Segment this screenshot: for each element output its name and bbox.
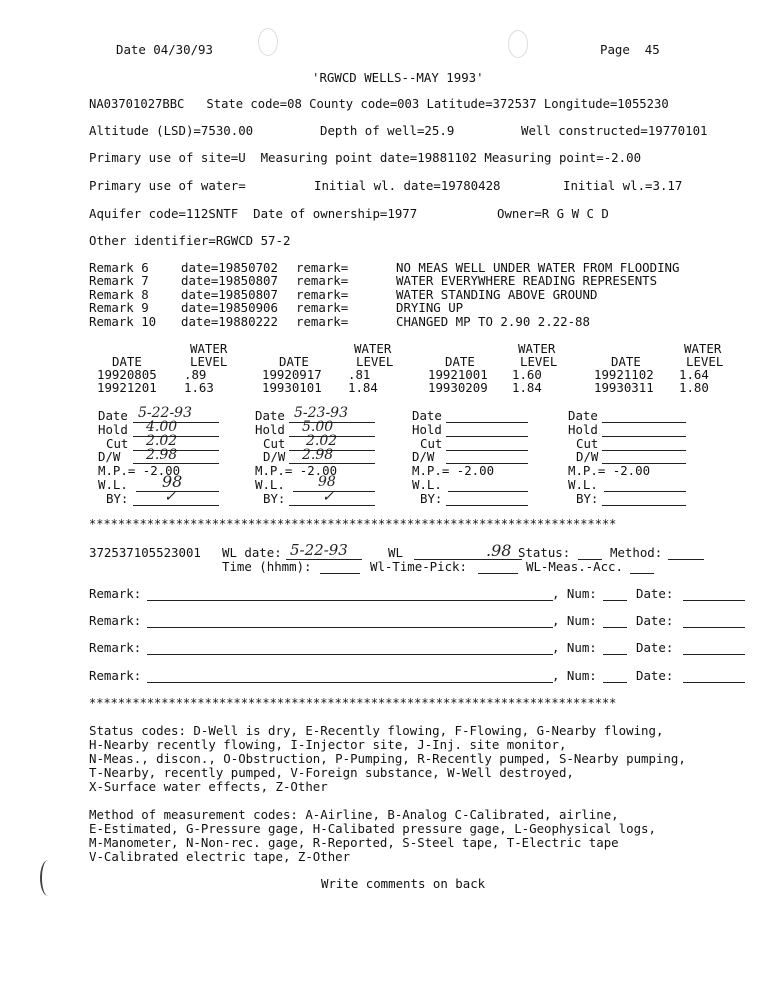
punch-hole-left <box>258 28 278 56</box>
field-cut-label: Cut <box>263 436 286 451</box>
field-hold-line[interactable] <box>602 436 686 437</box>
field-by-handwritten: ✓ <box>322 489 334 505</box>
method-codes-line: V-Calibrated electric tape, Z-Other <box>89 849 351 864</box>
primary-use-water: Primary use of water= <box>89 178 246 193</box>
header-water: WATER <box>518 341 556 356</box>
remark-form-label: Remark: <box>89 613 142 628</box>
level-value: .89 <box>184 367 207 382</box>
header-level: LEVEL <box>356 354 394 369</box>
remark-date: date=19880222 <box>181 314 278 329</box>
remark-tag: remark= <box>296 314 349 329</box>
separator-line: ************************************************************************* <box>89 696 617 710</box>
header-level: LEVEL <box>520 354 558 369</box>
remark-form-field[interactable] <box>147 627 553 628</box>
remark-form-num-field[interactable] <box>603 654 627 655</box>
field-hold-label: Hold <box>255 422 285 437</box>
report-date: Date 04/30/93 <box>116 42 213 57</box>
remark-form-num-field[interactable] <box>603 682 627 683</box>
field-dw-label: D/W <box>98 449 121 464</box>
remark-date: date=19850702 <box>181 260 278 275</box>
remark-form-label: Remark: <box>89 668 142 683</box>
remark-text: WATER EVERYWHERE READING REPRESENTS <box>396 273 658 288</box>
level-date: 19930101 <box>262 380 322 395</box>
header-date: DATE <box>112 354 142 369</box>
level-value: 1.84 <box>512 380 542 395</box>
field-cut-line[interactable] <box>446 450 528 451</box>
field-cut-line[interactable] <box>602 450 686 451</box>
field-date-line[interactable] <box>446 422 528 423</box>
header-water: WATER <box>190 341 228 356</box>
field-wl-line[interactable] <box>293 491 375 492</box>
separator-line: ************************************************************************* <box>89 517 617 531</box>
field-by-line[interactable] <box>133 505 219 506</box>
wl-date-label: WL date: <box>222 545 282 560</box>
field-wl-label: W.L. <box>412 477 442 492</box>
method-codes-line: M-Manometer, N-Non-rec. gage, R-Reported, S-Steel tape, T-Electric tape <box>89 835 619 850</box>
remark-date: date=19850807 <box>181 287 278 302</box>
level-date: 19920805 <box>97 367 157 382</box>
field-wl-handwritten: 98 <box>162 472 183 491</box>
remark-text: NO MEAS WELL UNDER WATER FROM FLOODING <box>396 260 680 275</box>
status-codes-line: Status codes: D-Well is dry, E-Recently flowing, F-Flowing, G-Nearby flowing, <box>89 723 664 738</box>
remark-form-date-field[interactable] <box>683 654 745 655</box>
other-identifier: Other identifier=RGWCD 57-2 <box>89 233 291 248</box>
field-hold-handwritten: 4.00 <box>146 419 178 435</box>
header-date: DATE <box>445 354 475 369</box>
punch-hole-right <box>508 30 528 58</box>
remark-text: DRYING UP <box>396 300 464 315</box>
remark-form-date-field[interactable] <box>683 600 745 601</box>
field-date-line[interactable] <box>602 422 686 423</box>
remark-id: Remark 9 <box>89 300 149 315</box>
wl-date-handwritten: 5-22-93 <box>290 541 348 559</box>
wl-meas-acc-field[interactable] <box>630 573 654 574</box>
well-constructed: Well constructed=19770101 <box>521 123 708 138</box>
field-dw-label: D/W <box>263 449 286 464</box>
level-date: 19930311 <box>594 380 654 395</box>
status-codes-line: T-Nearby, recently pumped, V-Foreign substance, W-Well destroyed, <box>89 765 574 780</box>
header-date: DATE <box>611 354 641 369</box>
status-codes-line: X-Surface water effects, Z-Other <box>89 779 328 794</box>
field-by-label: BY: <box>420 491 443 506</box>
header-date: DATE <box>279 354 309 369</box>
remark-form-date-field[interactable] <box>683 682 745 683</box>
remark-id: Remark 7 <box>89 273 149 288</box>
remark-form-field[interactable] <box>147 654 553 655</box>
remark-form-label: Remark: <box>89 640 142 655</box>
field-date-label: Date <box>568 408 598 423</box>
method-codes-line: E-Estimated, G-Pressure gage, H-Calibated pressure gage, L-Geophysical logs, <box>89 821 656 836</box>
remark-tag: remark= <box>296 273 349 288</box>
level-date: 19921001 <box>428 367 488 382</box>
status-label: Status: <box>518 545 571 560</box>
field-mp: M.P.= -2.00 <box>412 463 495 478</box>
remark-form-date-label: Date: <box>636 640 674 655</box>
remark-form-num-field[interactable] <box>603 600 627 601</box>
altitude: Altitude (LSD)=7530.00 <box>89 123 254 138</box>
field-wl-handwritten: 98 <box>318 474 336 490</box>
remark-form-date-label: Date: <box>636 586 674 601</box>
remark-form-field[interactable] <box>147 600 553 601</box>
field-wl-label: W.L. <box>568 477 598 492</box>
field-date-handwritten: 5-22-93 <box>138 405 192 421</box>
field-wl-label: W.L. <box>98 477 128 492</box>
header-level: LEVEL <box>686 354 724 369</box>
header-level: LEVEL <box>190 354 228 369</box>
field-by-handwritten: ✓ <box>164 489 176 505</box>
header-water: WATER <box>354 341 392 356</box>
level-value: .81 <box>348 367 371 382</box>
time-label: Time (hhmm): <box>222 559 312 574</box>
field-dw-handwritten: 2.98 <box>302 447 334 463</box>
wl-time-pick-label: Wl-Time-Pick: <box>370 559 467 574</box>
binding-mark <box>40 860 56 896</box>
remark-form-label: Remark: <box>89 586 142 601</box>
status-codes-line: H-Nearby recently flowing, I-Injector site, J-Inj. site monitor, <box>89 737 567 752</box>
remark-form-num-label: , Num: <box>552 640 597 655</box>
remark-form-date-label: Date: <box>636 613 674 628</box>
field-date-label: Date <box>412 408 442 423</box>
field-cut-handwritten: 2.02 <box>146 433 178 449</box>
field-mp: M.P.= -2.00 <box>255 463 338 478</box>
field-hold-line[interactable] <box>446 436 528 437</box>
field-dw-label: D/W <box>412 449 435 464</box>
field-date-label: Date <box>98 408 128 423</box>
remark-form-num-label: , Num: <box>552 586 597 601</box>
footer-note: Write comments on back <box>321 876 486 891</box>
wl-label: WL <box>388 545 403 560</box>
field-mp: M.P.= -2.00 <box>98 463 181 478</box>
wl-time-pick-field[interactable] <box>478 573 518 574</box>
level-date: 19921102 <box>594 367 654 382</box>
remark-form-num-field[interactable] <box>603 627 627 628</box>
method-codes-line: Method of measurement codes: A-Airline, B-Analog C-Calibrated, airline, <box>89 807 619 822</box>
initial-wl: Initial wl.=3.17 <box>563 178 683 193</box>
remark-form-date-label: Date: <box>636 668 674 683</box>
level-value: 1.84 <box>348 380 378 395</box>
field-dw-handwritten: 2.98 <box>146 447 178 463</box>
method-field[interactable] <box>668 559 704 560</box>
remark-text: WATER STANDING ABOVE GROUND <box>396 287 598 302</box>
field-by-label: BY: <box>576 491 599 506</box>
field-hold-handwritten: 5.00 <box>302 419 334 435</box>
site-id-line: NA03701027BBC State code=08 County code=003 Latitude=372537 Longitude=1055230 <box>89 97 669 111</box>
field-wl-line[interactable] <box>604 491 686 492</box>
field-dw-label: D/W <box>576 449 599 464</box>
owner: Owner=R G W C D <box>497 206 609 221</box>
remark-form-num-label: , Num: <box>552 613 597 628</box>
header-water: WATER <box>684 341 722 356</box>
field-hold-label: Hold <box>568 422 598 437</box>
field-by-line[interactable] <box>289 505 375 506</box>
aquifer-code: Aquifer code=112SNTF Date of ownership=1977 <box>89 206 418 221</box>
remark-form-field[interactable] <box>147 682 553 683</box>
field-wl-line[interactable] <box>448 491 528 492</box>
site-number: 372537105523001 <box>89 545 201 560</box>
remark-tag: remark= <box>296 287 349 302</box>
field-mp: M.P.= -2.00 <box>568 463 651 478</box>
remark-id: Remark 8 <box>89 287 149 302</box>
field-cut-handwritten: 2.02 <box>306 433 338 449</box>
report-title: 'RGWCD WELLS--MAY 1993' <box>312 70 484 85</box>
initial-wl-date: Initial wl. date=19780428 <box>314 178 501 193</box>
field-cut-label: Cut <box>106 436 129 451</box>
remark-id: Remark 10 <box>89 314 157 329</box>
field-cut-label: Cut <box>576 436 599 451</box>
level-value: 1.63 <box>184 380 214 395</box>
field-cut-label: Cut <box>420 436 443 451</box>
level-date: 19920917 <box>262 367 322 382</box>
level-date: 19921201 <box>97 380 157 395</box>
depth-of-well: Depth of well=25.9 <box>320 123 455 138</box>
page-number: Page 45 <box>600 42 660 57</box>
field-by-label: BY: <box>106 491 129 506</box>
remark-tag: remark= <box>296 300 349 315</box>
remark-date: date=19850807 <box>181 273 278 288</box>
wl-meas-acc-label: WL-Meas.-Acc. <box>526 559 623 574</box>
status-codes-line: N-Meas., discon., O-Obstruction, P-Pumping, R-Recently pumped, S-Nearby pumping, <box>89 751 686 766</box>
field-hold-label: Hold <box>412 422 442 437</box>
field-date-label: Date <box>255 408 285 423</box>
wl-value-handwritten: .98 <box>486 541 512 560</box>
remark-form-num-label: , Num: <box>552 668 597 683</box>
field-wl-line[interactable] <box>136 491 219 492</box>
field-by-line[interactable] <box>446 505 528 506</box>
remark-date: date=19850906 <box>181 300 278 315</box>
time-field[interactable] <box>320 573 360 574</box>
remark-id: Remark 6 <box>89 260 149 275</box>
field-by-label: BY: <box>263 491 286 506</box>
field-hold-label: Hold <box>98 422 128 437</box>
level-value: 1.80 <box>679 380 709 395</box>
remark-form-date-field[interactable] <box>683 627 745 628</box>
field-wl-label: W.L. <box>255 477 285 492</box>
field-by-line[interactable] <box>602 505 686 506</box>
field-date-handwritten: 5-23-93 <box>294 405 348 421</box>
level-date: 19930209 <box>428 380 488 395</box>
level-value: 1.60 <box>512 367 542 382</box>
method-label: Method: <box>610 545 663 560</box>
remark-tag: remark= <box>296 260 349 275</box>
level-value: 1.64 <box>679 367 709 382</box>
primary-use-site: Primary use of site=U Measuring point date=19881102 Measuring point=-2.00 <box>89 150 642 165</box>
remark-text: CHANGED MP TO 2.90 2.22-88 <box>396 314 590 329</box>
